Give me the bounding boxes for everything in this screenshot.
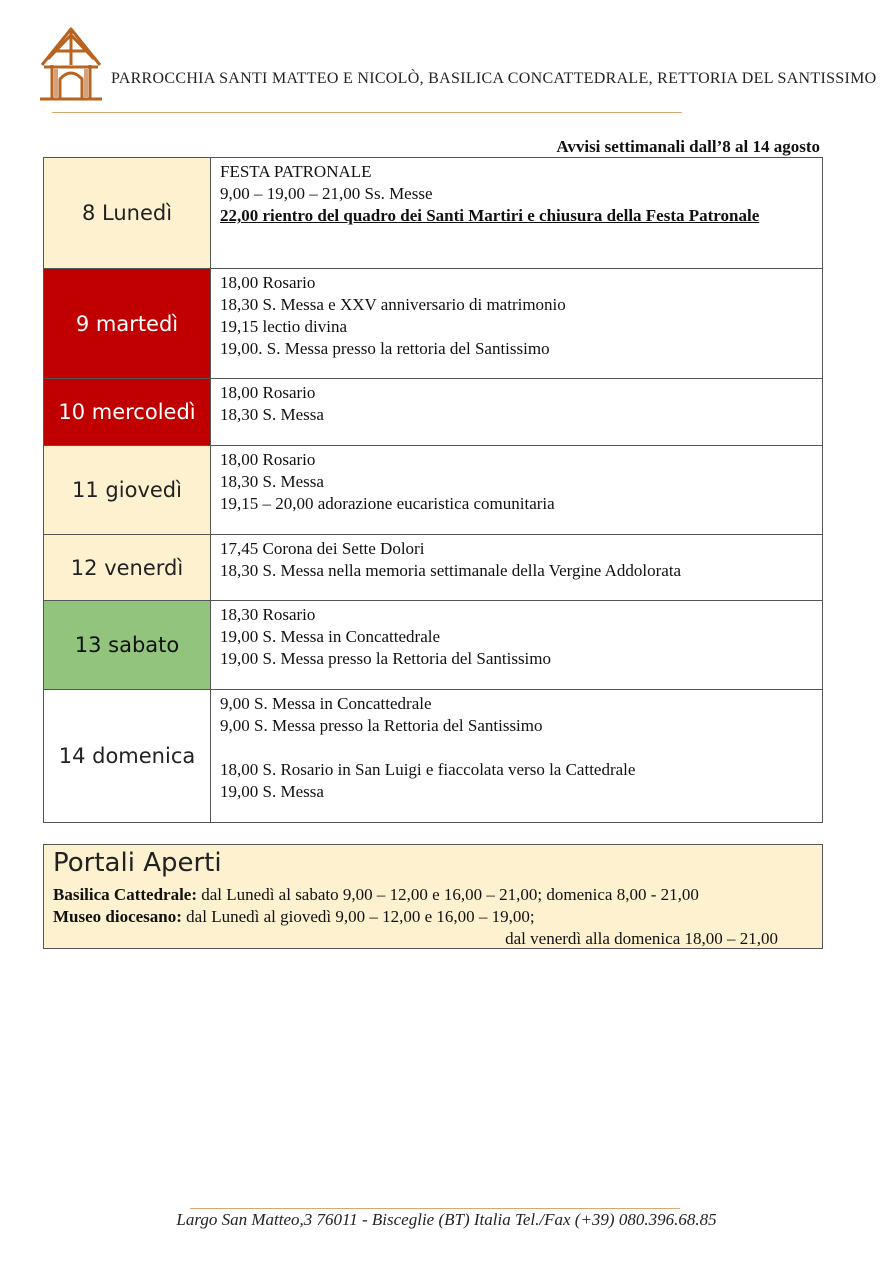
table-row xyxy=(44,379,823,446)
basilica-label: Basilica Cattedrale: xyxy=(53,885,197,904)
day-cell-thursday: 11 giovedì xyxy=(44,446,211,535)
events-cell-thursday xyxy=(211,446,823,535)
basilica-text: dal Lunedì al sabato 9,00 – 12,00 e 16,00 – 21,00; domenica 8,00 - 21,00 xyxy=(197,885,699,904)
event-line: 18,00 Rosario xyxy=(220,273,316,292)
event-line: 18,00 Rosario xyxy=(220,383,316,402)
day-cell-saturday: 13 sabato xyxy=(44,601,211,690)
day-cell-sunday: 14 domenica xyxy=(44,690,211,823)
event-line: 19,00 S. Messa presso la Rettoria del Santissimo xyxy=(220,649,552,668)
event-line: 18,30 S. Messa xyxy=(220,472,324,491)
event-line: 9,00 S. Messa presso la Rettoria del Santissimo xyxy=(220,716,543,735)
week-notices-title: Avvisi settimanali dall’8 al 14 agosto xyxy=(556,137,820,156)
open-doors-title: Portali Aperti xyxy=(53,848,222,878)
event-line: 18,30 S. Messa e XXV anniversario di matrimonio xyxy=(220,295,566,314)
event-line: 17,45 Corona dei Sette Dolori xyxy=(220,539,425,558)
event-line: 19,00. S. Messa presso la rettoria del Santissimo xyxy=(220,339,550,358)
event-line: 19,15 lectio divina xyxy=(220,317,348,336)
day-cell-wednesday: 10 mercoledì xyxy=(44,379,211,446)
basilica-hours xyxy=(53,885,699,905)
event-line: 18,00 Rosario xyxy=(220,450,316,469)
table-row xyxy=(44,535,823,601)
event-line: 9,00 S. Messa in Concattedrale xyxy=(220,694,432,713)
events-cell-friday xyxy=(211,535,823,601)
weekly-schedule-table xyxy=(43,157,823,823)
open-doors-box xyxy=(43,844,823,949)
footer-divider xyxy=(190,1208,680,1209)
day-cell-friday: 12 venerdì xyxy=(44,535,211,601)
events-cell-monday xyxy=(211,158,823,269)
event-highlight: 22,00 rientro del quadro dei Santi Martiri e chiusura della Festa Patronale xyxy=(220,206,760,225)
footer-address: Largo San Matteo,3 76011 - Bisceglie (BT) Italia Tel./Fax (+39) 080.396.68.85 xyxy=(176,1210,717,1229)
event-line: 18,00 S. Rosario in San Luigi e fiaccolata verso la Cattedrale xyxy=(220,760,636,779)
event-line: 18,30 Rosario xyxy=(220,605,316,624)
table-row xyxy=(44,158,823,269)
table-row xyxy=(44,269,823,379)
events-cell-tuesday xyxy=(211,269,823,379)
event-line: 18,30 S. Messa nella memoria settimanale della Vergine Addolorata xyxy=(220,561,682,580)
museum-text: dal Lunedì al giovedì 9,00 – 12,00 e 16,00 – 19,00; xyxy=(181,907,535,926)
spacer xyxy=(220,737,814,759)
parish-header-title: PARROCCHIA SANTI MATTEO E NICOLÒ, BASILICA CONCATTEDRALE, RETTORIA DEL SANTISSIMO xyxy=(111,70,877,87)
events-cell-sunday xyxy=(211,690,823,823)
day-cell-monday: 8 Lunedì xyxy=(44,158,211,269)
event-line: FESTA PATRONALE xyxy=(220,162,372,181)
day-cell-tuesday: 9 martedì xyxy=(44,269,211,379)
parish-logo-icon xyxy=(38,25,104,103)
event-line: 19,00 S. Messa xyxy=(220,782,324,801)
event-line: 19,00 S. Messa in Concattedrale xyxy=(220,627,441,646)
museum-label: Museo diocesano: xyxy=(53,907,182,926)
events-cell-wednesday xyxy=(211,379,823,446)
header-divider xyxy=(52,112,682,113)
museum-hours-weekend: dal venerdì alla domenica 18,00 – 21,00 xyxy=(505,929,778,948)
events-cell-saturday xyxy=(211,601,823,690)
event-line: 18,30 S. Messa xyxy=(220,405,324,424)
table-row xyxy=(44,446,823,535)
table-row xyxy=(44,690,823,823)
museum-hours xyxy=(53,907,535,927)
event-line: 19,15 – 20,00 adorazione eucaristica comunitaria xyxy=(220,494,555,513)
table-row xyxy=(44,601,823,690)
event-line: 9,00 – 19,00 – 21,00 Ss. Messe xyxy=(220,184,433,203)
